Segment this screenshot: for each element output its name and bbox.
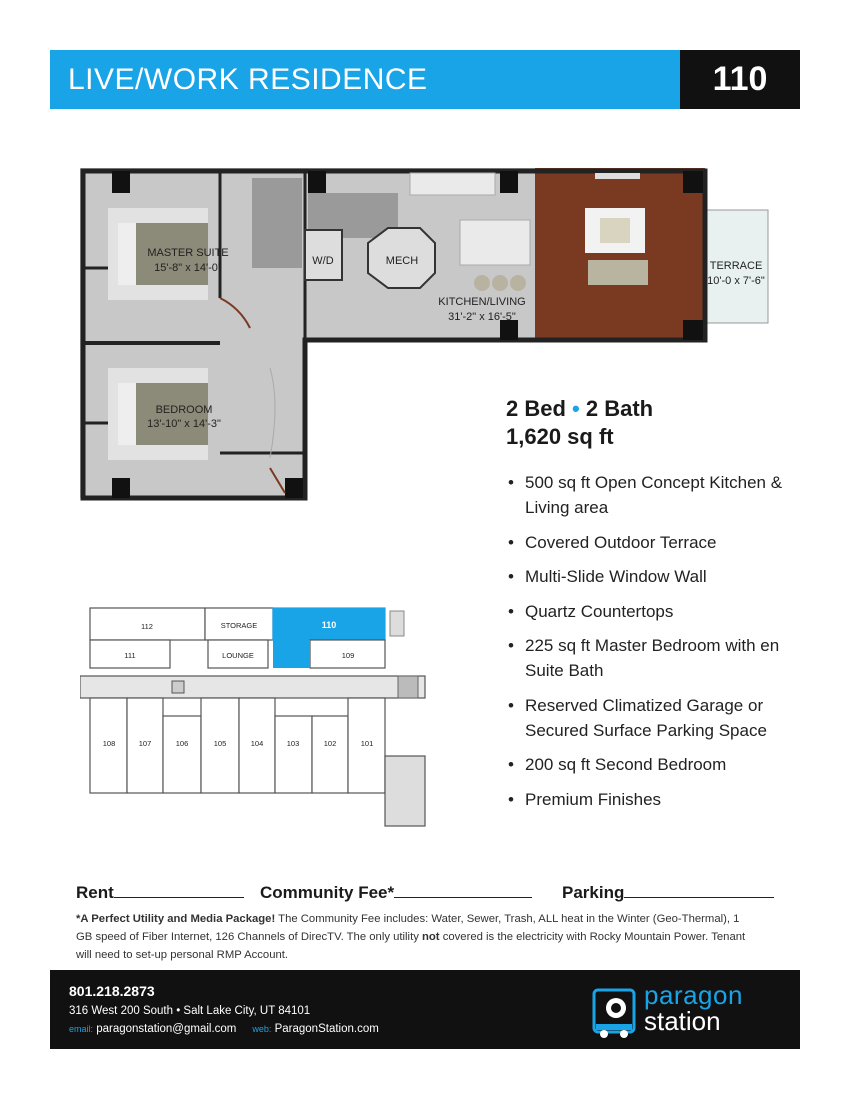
- keyplan-label-lounge: LOUNGE: [222, 651, 254, 660]
- feature-item: • 500 sq ft Open Concept Kitchen & Living area: [506, 470, 806, 520]
- community-fee-blank: [394, 881, 532, 898]
- unit-summary: [506, 396, 653, 450]
- beds: 2 Bed: [506, 396, 566, 421]
- web-link[interactable]: ParagonStation.com: [274, 1023, 379, 1035]
- keyplan-label-104: 104: [250, 739, 264, 748]
- keyplan-label-108: 108: [102, 739, 116, 748]
- rent-blank: [114, 881, 244, 898]
- room-label-terrace: TERRACE: [709, 260, 763, 272]
- phone-number[interactable]: 801.218.2873: [69, 983, 155, 999]
- title-bar: [50, 50, 680, 109]
- keyplan-label-105: 105: [213, 739, 227, 748]
- unit-badge: [680, 50, 800, 109]
- unit-number: 110: [712, 60, 768, 98]
- contact-line: [69, 1023, 379, 1035]
- keyplan-label-112: 112: [141, 622, 153, 631]
- parking-blank: [624, 881, 774, 898]
- note-bold-intro: *A Perfect Utility and Media Package!: [76, 913, 276, 925]
- keyplan-label-storage: STORAGE: [220, 621, 258, 630]
- feature-item: • Quartz Countertops: [506, 599, 806, 624]
- feature-item: • Premium Finishes: [506, 787, 806, 812]
- room-label-kitchen: KITCHEN/LIVING: [438, 296, 526, 308]
- room-label-bedroom: BEDROOM: [155, 404, 213, 416]
- key-plan: [80, 606, 440, 828]
- train-icon: [590, 980, 640, 1040]
- baths: 2 Bath: [585, 396, 654, 421]
- page-title: LIVE/WORK RESIDENCE: [68, 63, 428, 96]
- utility-note: [76, 910, 756, 964]
- page-header: [50, 50, 800, 109]
- keyplan-label-106: 106: [175, 739, 189, 748]
- square-footage: 1,620 sq ft: [506, 424, 614, 449]
- features-list: [506, 470, 806, 821]
- community-fee-field: [260, 881, 532, 903]
- logo-text-paragon: paragon: [644, 980, 743, 1010]
- keyplan-label-110: 110: [321, 620, 337, 630]
- feature-item: • Multi-Slide Window Wall: [506, 564, 806, 589]
- rent-field: [76, 881, 244, 903]
- bed-bath: [506, 396, 653, 422]
- keyplan-label-101: 101: [360, 739, 374, 748]
- room-size-terrace: 10'-0 x 7'-6": [707, 275, 765, 287]
- room-label-mech: MECH: [385, 255, 419, 267]
- separator-dot: •: [572, 396, 580, 421]
- feature-item: • 200 sq ft Second Bedroom: [506, 752, 806, 777]
- keyplan-label-111: 111: [124, 651, 136, 660]
- community-fee-label: Community Fee*: [260, 883, 395, 902]
- footer: [50, 970, 800, 1049]
- room-size-kitchen: 31'-2" x 16'-5": [448, 311, 516, 323]
- keyplan-label-109: 109: [341, 651, 355, 660]
- room-size-master: 15'-8" x 14'-0": [154, 262, 222, 274]
- parking-field: [562, 881, 774, 903]
- parking-label: Parking: [562, 883, 625, 902]
- rent-label: Rent: [76, 883, 114, 902]
- email-link[interactable]: paragonstation@gmail.com: [96, 1023, 237, 1035]
- room-label-wd: W/D: [312, 255, 334, 267]
- floor-plan: [80, 168, 775, 503]
- web-label: web:: [252, 1024, 272, 1034]
- room-size-bedroom: 13'-10" x 14'-3": [147, 418, 221, 430]
- note-text-1: The Community Fee includes: Water, Sewer, Trash, ALL heat in the Winter (Geo-Thermal), 1 GB speed of Fiber Internet, 126 Channels of DirecTV. The only utility: [76, 913, 740, 943]
- keyplan-label-102: 102: [323, 739, 337, 748]
- feature-item: • 225 sq ft Master Bedroom with en Suite Bath: [506, 633, 806, 683]
- logo-text-station: station: [644, 1006, 721, 1036]
- paragon-station-logo: [590, 978, 790, 1042]
- note-text-2: covered is the electricity with Rocky Mountain Power. Tenant will need to set-up personal RMP Account.: [76, 931, 746, 961]
- address: 316 West 200 South • Salt Lake City, UT 84101: [69, 1005, 311, 1017]
- keyplan-label-103: 103: [286, 739, 300, 748]
- room-label-master: MASTER SUITE: [147, 247, 229, 259]
- note-bold-not: not: [422, 931, 440, 943]
- feature-item: • Covered Outdoor Terrace: [506, 530, 806, 555]
- email-label: email:: [69, 1024, 94, 1034]
- keyplan-label-107: 107: [138, 739, 152, 748]
- feature-item: • Reserved Climatized Garage or Secured Surface Parking Space: [506, 693, 806, 743]
